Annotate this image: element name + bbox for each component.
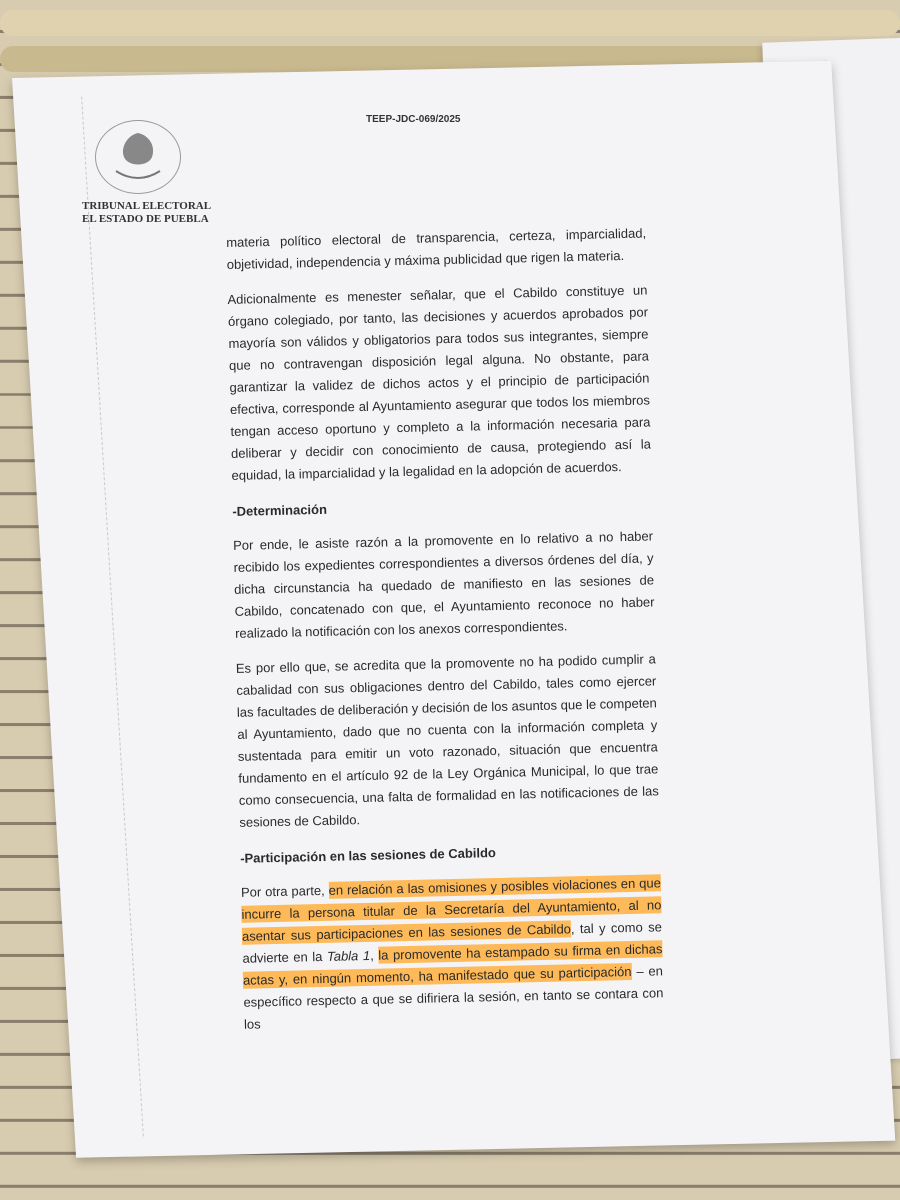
paragraph: materia político electoral de transparencia, certeza, imparcialidad, objetividad, independencia y máxima publicidad que rigen la materia. [226, 225, 647, 272]
eagle-icon [96, 121, 180, 193]
paragraph: Por ende, le asiste razón a la promovente en lo relativo a no haber recibido los expedientes correspondientes a diversos órdenes del día, y dicha circunstancia ha quedado de manifiesto en las sesiones de Cabildo, concatenado con que, el Ayuntamiento reconoce no haber realizado la notificación con los anexos correspondientes. [232, 528, 655, 641]
section-heading: -Participación en las sesiones de Cabildo [240, 845, 497, 866]
paragraph: Es por ello que, se acredita que la promovente no ha podido cumplir a cabalidad con sus obligaciones dentro del Cabildo, tales como ejercer las facultades de deliberación y decisión de los asuntos que le competen al Ayuntamiento, dado que no cuenta con la información completa y sustentada para emitir un voto razonado, situación que encuentra fundamento en el artículo 92 de la Ley Orgánica Municipal, lo que trae como consecuencia, una falta de formalidad en las notificaciones de las sesiones de Cabildo. [235, 651, 659, 830]
paragraph [241, 872, 664, 1035]
coat-of-arms-seal [95, 120, 181, 194]
highlighted-text: en relación a las omisiones y posibles violaciones en que incurre la persona titular de la Secretaría del Ayuntamiento, al no asentar sus participaciones en las sesiones de Cabildo [241, 875, 662, 944]
institution-line: EL ESTADO DE PUEBLA [82, 213, 209, 225]
text-span: – en específico respecto a que se difiriera la sesión, en tanto se contara con los [243, 963, 664, 1032]
highlighted-text: la promovente ha estampado su firma en dichas actas y, en ningún momento, ha manifestado que su participación [242, 941, 663, 988]
text-span: , tal y como se advierte en la [242, 919, 663, 966]
case-number: TEEP-JDC-069/2025 [366, 114, 461, 125]
institution-name [82, 200, 211, 226]
wicker-background [0, 10, 900, 36]
text-span: , [369, 947, 379, 963]
text-span: Por otra parte, [240, 882, 329, 900]
table-reference: Tabla 1 [326, 947, 371, 964]
institution-line: TRIBUNAL ELECTORAL [82, 200, 212, 212]
document-body [226, 222, 664, 1048]
paragraph: Adicionalmente es menester señalar, que el Cabildo constituye un órgano colegiado, por tanto, las decisiones y acuerdos aprobados por mayoría son válidos y obligatorios para todos sus integrantes, siempre que no contravengan disposición legal alguna. No obstante, para garantizar la validez de dichos actos y el principio de participación efectiva, corresponde al Ayuntamiento asegurar que todos los miembros tengan acceso oportuno y completo a la información necesaria para deliberar y decidir con conocimiento de causa, protegiendo así la equidad, la imparcialidad y la legalidad en la adopción de acuerdos. [227, 282, 652, 483]
section-heading: -Determinación [232, 501, 328, 519]
margin-line [81, 97, 144, 1137]
